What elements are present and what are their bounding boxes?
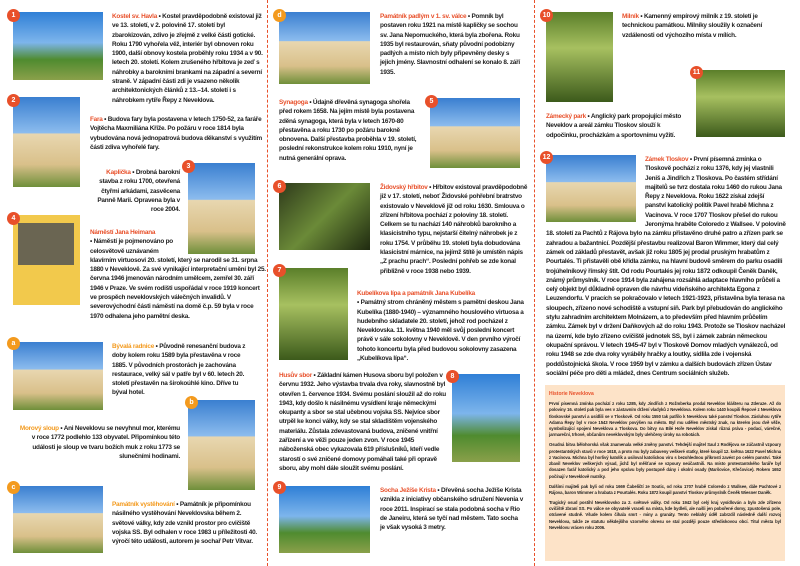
section-title: Památník vystěhování [112,501,175,508]
photo-town-hall [13,342,103,410]
section-text: Ani Neveklovu se nevyhnul mor, kterému v roce 1772 podlehlo 133 obyvatel. Připomínkou této události je sloup ve tvaru božích muk z roku 1773 se slunečními hodinami. [31,425,180,460]
number-badge: 10 [540,9,553,22]
number-badge: 4 [7,212,20,225]
section-radnice [112,342,248,398]
column-divider [534,0,535,566]
photo-jewish-cemetery [279,183,370,250]
section-title: Kostel sv. Havla [112,13,158,20]
section-pamatnik-padlym [380,12,524,77]
section-text: Základní kámen Husova sboru byl položen v červnu 1932. Jeho výstavba trvala dva roky, slavnostně byl otevřen 1. července 1934. Svému poslání sloužil až do roku 1943, kdy došlo k násilnému vysídlení kraje německými okupanty a sbor se stal učebnou vojska SS. Nejvíce sbor utrpěl ke konci války, kdy se stal skladištěm vojenského materiálu. Zůstala zdevastovaná budova, zničené vnitřní zařízení a ve věži pouze jeden zvon. V roce 1945 náboženská obec vykazovala 619 příslušníků, kteří vedle starostí o své zničené domovy pomáhali také při opravě sboru, aby mohl dále sloužit svému poslání. [279,372,446,472]
bullet: • [157,13,163,20]
section-title: Židovský hřbitov [380,184,428,191]
column-divider [267,0,268,566]
section-morovy-sloup [18,424,180,461]
history-title: Historie Neveklova [549,391,594,397]
history-paragraph: Osudná bitva bělohorská však znamenala velké změny panství. Tehdejší majitel Saul z Rodějova se zúčastnil vzpoury protestantských stavů v roce 1618, a proto mu byly zabaveny veškeré statky, které koupil 12. května 1622 Pavel Michna z Vacínova. Michna byl horlivý katolík a usiloval katolickou víru s bezohlednou příkrostí zavést po celém panství. Také zbavil Neveklov veškerých výsad, jichž byl měšťané se vzpoury neúčastnili. Na místo protestantského faráře byl dosazen farář katolický a pod jeho správu byly postupně dány i okolní osady (Maršovice, Křečovice). Rokem 1652 počínají v Neveklově matriky. [549,442,781,479]
section-kaplicka [96,168,180,214]
section-namesti [90,228,266,321]
number-badge: 3 [182,160,195,173]
section-text: Náměstí je pojmenováno po celosvětově uznávaném klavírním virtuosovi 20. století, který se narodil se 31. srpna 1880 v Neveklově. Za své vynikající interpretační umění byl 25. června 1946 jmenován národním umělcem, zemřel 30. září 1946 v Praze. Ve svém rodišti uspořádal v roce 1919 koncert ve prospěch neveklovských válečných invalidů. V severovýchodní části náměstí na domě č.p. 59 byla v roce 1970 odhalena jeho pamětní deska. [90,238,266,320]
section-title: Zámek Tloskov [645,156,689,163]
section-pamatnik-vystehovani [112,500,258,546]
number-badge: 7 [273,264,286,277]
section-title: Náměstí Jana Heimana [90,229,156,236]
section-title: Milník [622,13,639,20]
photo-milestone [546,12,613,102]
section-text: Údajně dřevěná synagoga shořela před rokem 1658. Na jejím místě byla postavena zděná synagoga, která byla v letech 1670-80 přestavěna a roku 1730 po požáru barokně obnovena. Další přestavba proběhla v 19. století, poslední rekonstrukce kolem roku 1910, nyní je nutná generální oprava. [279,99,417,162]
photo-church [13,12,103,80]
photo-synagogue [430,98,520,168]
photo-jesus-statue [279,486,370,553]
section-title: Zámecký park [546,113,586,120]
bullet: • [435,487,441,494]
section-title: Socha Ježíše Krista [380,487,436,494]
bullet: • [586,113,591,120]
section-title: Kubelíkova lípa a památník Jana Kubelíka [357,290,475,297]
section-text: Kamenný empírový milník z 19. století je technickou památkou. Milníky sloužily k označení vzdálenosti od výchozího místa v mílích. [622,13,763,39]
section-text: Památník je připomínkou násilného vystěhování Neveklovska během 2. světové války, kdy zde vznikl prostor pro cvičiště vojska SS. Byl odhalen v roce 1983 u příležitosti 40. výročí této události, autorem je sochař Petr Vitvar. [112,501,257,546]
history-paragraph: Tragický osud postihl Neveklovsko za 2. světové války. Od roku 1942 byl celý kraj vysídlován a bylo zde zřízeno cvičiště zbraní SS. Po válce se obyvatelé vraceli na místa, kde bydleli, ale našli jen pobořené domy, zpustošená pole, otrávené studně. Všude kolem číhala smrt - miny a granáty. Tento neblahý úděl zabrzdil následně další rozvoj Neveklova, takže ze statutu někdejšího vzorného okresu se stal později pouze střediskovou obcí. Titul města byl Neveklovu vrácen roku 2006. [549,499,781,530]
photo-plague-column [188,400,255,490]
section-text: Kostel pravděpodobně existoval již ve 13. století, v 2. polovině 17. století byl zbarokizován, zdivo je zřejmě z velké části gotické. Roku 1790 vyhořela věž, interiér byl obnoven roku 1900, další obnovy kostela proběhly roku 1934 a v 90. letech 20. století. Kolem zrušeného hřbitova je zeď s náhrobky a barokními brankami na západní a severní straně. V západní části zdi je vsazeno několik architektonických článků z 13.–14. století i s náhrobkem rytíře Řepy z Neveklova. [112,13,263,104]
photo-memorial-plaque [13,215,80,305]
bullet: • [58,425,64,432]
bullet: • [466,13,472,20]
bullet: • [311,372,318,379]
section-synagoga [279,98,423,163]
number-badge: 5 [425,95,438,108]
section-milnik [622,12,772,40]
number-badge: 6 [273,180,286,193]
history-paragraph: První písemná zmínka pochází z roku 1285, kdy Jindřich z Rožmberka prodal Neveklov klášteru na Zderaze. Až do poloviny 16. století pak byla ves v zástavním držení vladyků z Neveklova. Kolem roku 1440 koupili Řepové z Neveklova tloskovské panství a usídlili se v Tloskově. Od roku 1550 tak patřilo k Neveklovu také panství Tloskov. Zásluhou rytíře Adama Řepy byl v roce 1543 Neveklov povýšen na město. Byl mu udělen městský znak, na kterém jsou dvě věže, symbolizující spojení Neveklova a Tloskova. Do bitvy na Bílé Hoře Neveklov získal různá práva - podací, várečné, jarmareční, trhové, občanům neveklovským byly ulehčeny úroky na robotách. [549,401,781,438]
section-fara [90,115,266,152]
history-box [545,385,785,561]
number-badge: 1 [7,9,20,22]
letter-badge: b [185,396,198,409]
section-kostel [112,12,264,105]
section-text: Původně renesanční budova z doby kolem roku 1589 byla přestavěna v roce 1885. V původních prostorách je zachována restaurace, velký sál v patře byl v 60. letech 20. století přestavěn na širokoúhlé kino. Dříve tu býval hotel. [112,343,246,397]
bullet: • [307,99,313,106]
section-title: Kaplička [106,169,131,176]
section-zidovsky-hrbitov [380,183,528,276]
number-badge: 8 [446,370,459,383]
section-title: Synagoga [279,99,308,106]
number-badge: 2 [7,94,20,107]
number-badge: 9 [273,481,286,494]
plaque [18,223,74,265]
letter-badge: c [7,481,20,494]
section-title: Bývalá radnice [112,343,155,350]
bullet: • [174,501,180,508]
letter-badge: d [273,9,286,22]
bullet: • [638,13,644,20]
section-text: Dřevěná socha Ježíše Krista vznikla z iniciativy občanského sdružení Nevenia v roce 2011. Inspirací se stala podobná socha v Rio de Janeiru, která se tyčí nad městem. Tato socha je však vysoká 3 metry. [380,487,524,532]
photo-hus-church [452,374,520,462]
letter-badge: a [7,337,20,350]
bullet: • [427,184,433,191]
section-zamecky-park [546,112,692,140]
section-husuv-sbor [279,371,447,473]
section-text: Anglický park propojující město Neveklov a areál zámku Tloskov slouží k odpočinku, procházkám a sportovnímu vyžití. [546,113,682,139]
section-socha-jezise [380,486,524,532]
bullet: • [102,116,108,123]
bullet: • [688,156,694,163]
section-kubelikova-lipa [357,289,525,363]
section-title: Morový sloup [19,425,59,432]
section-title: Husův sbor [279,372,312,379]
section-text: Budova fary byla postavena v letech 1750-52, za faráře Vojtěcha Maxmiliána Kříže. Po požáru v roce 1814 byla vybudována nová jednopatrová budova děkanství s využitím části zdiva vyhořelé fary. [90,116,262,151]
bullet: • [90,238,94,246]
section-text: Pomník byl postaven roku 1921 na místě kapličky se sochou sv. Jana Nepomuckého, která byla zbořena. Roku 1935 byl restaurován, sňaty původní podobizny padlých a místo nich byly připevněny desky s jejich jmény. Slavnostní odhalení se konalo 8. září 1935. [380,13,520,76]
section-text: Hřbitov existoval pravděpodobně již v 17. století, neboť Židovské pohřební bratrstvo existovalo v Neveklově již od roku 1630. Smlouva o zřízení hřbitova pochází z poloviny 18. století. Celkem se tu nachází 140 náhrobků barokního a klasicistního typu, nejstarší čitelný náhrobek je z roku 1754. V průběhu 19. století byla dobudována klasicistní márnice, na jejímž štítě je umístěn nápis „Z prachu prach“. Poslední pohřeb se zde konal přibližně v roce 1938 nebo 1939. [380,184,528,275]
number-badge: 11 [690,66,703,79]
section-zamek-tloskov [546,155,786,378]
history-paragraph: Dalšími majiteli pak byli od roku 1669 Čabeličtí ze Soutic, od roku 1707 hrabě Coloredo z Wallsee, dále Pachtové z Rájova, baron Wimmer a hrabata z Pourtalés. Roku 1872 koupil panství Tloskov průmyslník Čeněk Wiesner Daněk. [549,483,781,495]
photo-kubelik-linden [279,268,348,360]
bullet: • [357,299,361,307]
section-title: Památník padlým v 1. sv. válce [380,13,467,20]
photo-castle-park [696,70,785,137]
photo-fara [13,97,80,187]
bullet: • [130,169,136,176]
bullet: • [154,343,160,350]
photo-tloskov-castle [546,155,636,222]
section-text: Drobná barokní stavba z roku 1700, otevřená čtyřmi arkádami, zasvěcena Panně Marii. Opravena byla v roce 2004. [97,169,180,214]
section-text: Památný strom chráněný městem s pamětní deskou Jana Kubelíka (1880-1940) – významného houslového virtuosa a hudebního skladatele 20. století, jehož rod pocházel z Neveklovska. 11. května 1940 měl svůj poslední koncert právě v sále sokolovny v Neveklově. V den prvního výročí tohoto koncertu byla před budovou sokolovny zasazena „Kubelíkova lípa“. [357,299,524,363]
photo-war-memorial [279,12,370,84]
number-badge: 12 [540,151,553,164]
section-text: První písemná zmínka o Tloskově pochází z roku 1376, kdy jej vlastnili Jeniš a Jindřich z Tloskova. Po častém střídání majitelů se tvrz dostala roku 1460 do rukou Jana Řepy z Neveklova. Roku 1622 získal zdejší panství katolický politik Pavel hrabě Michna z Vacínova. V roce 1707 Tloskov přešel do rukou Jeronýma hraběte Coloredo z Wallsee. V polovině 18. století za Pachtů z Rájova bylo na zámku přistavěno druhé patro a zřízen park se zahradou a bažantnicí. Pozdější přestavbu realizoval Baron Wimmer, který dal celý zámek od základů přestavět, avšak již roku 1805 jej prodal pruským hrabatům z Pourtalés. Ti přistavěli obě křídla zámku, na hlavní budově směrem do parku osadili trojúhelníkový římský štít. Od rodu Pourtalés jej roku 1872 odkoupil Čeněk Daněk, známý průmyslník. V roce 1914 byla zahájena rozsáhlá adaptace hlavního průčelí a celý objekt byl důkladně opraven dle návrhu vídeňského architekta Egona z Leuzendorfu. V pracích se pokračovalo v letech 1921-1923, přistavěna byla terasa na sloupech, zřízeno nové schodiště a vstupní síň. Park byl přebudován do anglického stylu zahradním architektem Molnázem, a to především před hlavním průčelím zámku. Zámek byl v držení Daňkových až do roku 1943. Protože se Tloskov nacházel na území, kde bylo zřízeno cvičiště jednotek SS, byl i zámek zabrán německou okupační správou. V letech 1945-47 byl v Tloskově Domov mladých vynálezců, od roku 1948 se zde dva roky vyráběly hračky a loutky, sídlila zde i vojenská poddůstojnická škola. V roce 1959 byl v zámku a dalších budovách zřízen Ústav sociální péče pro děti a mládež, dnes Centrum sociálních služeb. [546,156,786,377]
photo-relocation-memorial [13,486,103,553]
section-title: Fara [90,116,103,123]
